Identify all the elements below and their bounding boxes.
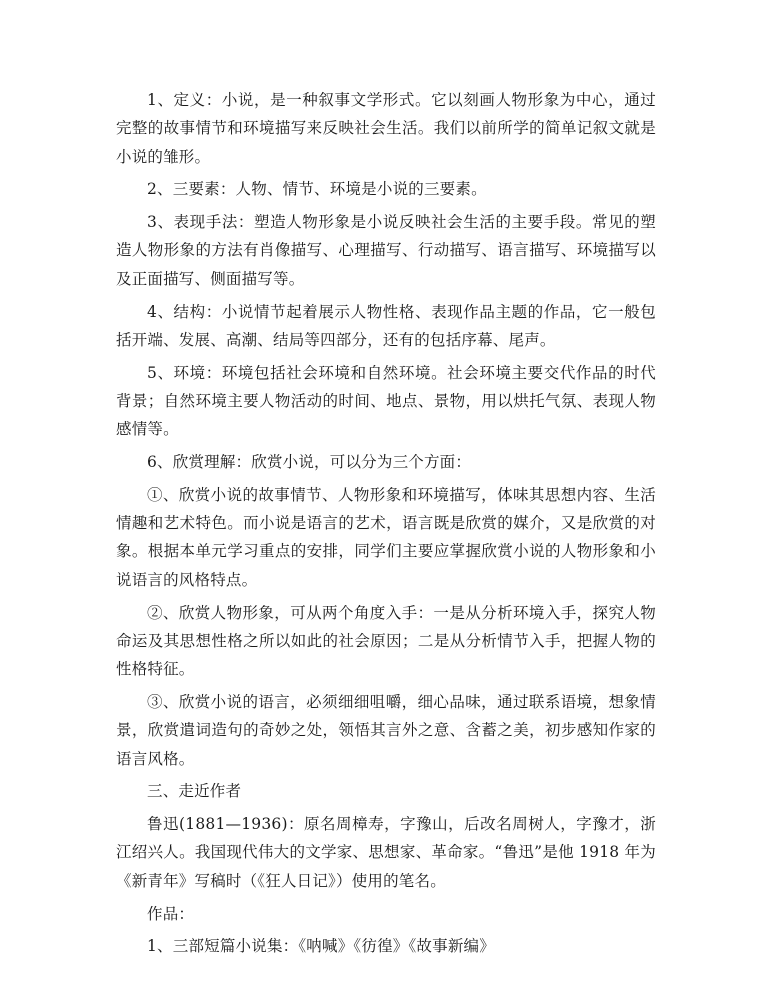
paragraph-three-elements: 2、三要素：人物、情节、环境是小说的三要素。 [147, 180, 487, 199]
paragraph-definition: 1、定义：小说，是一种叙事文学形式。它以刻画人物形象为中心，通过完整的故事情节和环境描写来反映社会生活。我们以前所学的简单记叙文就是小说的雏形。 [116, 91, 656, 166]
paragraph-appreciation-point-2: ②、欣赏人物形象，可从两个角度入手：一是从分析环境入手，探究人物命运及其思想性格之所以如此的社会原因；二是从分析情节入手，把握人物的性格特征。 [116, 603, 656, 679]
paragraph-techniques: 3、表现手法：塑造人物形象是小说反映社会生活的主要手段。常见的塑造人物形象的方法有肖像描写、心理描写、行动描写、语言描写、环境描写以及正面描写、侧面描写等。 [116, 213, 656, 288]
paragraph-appreciation: 6、欣赏理解：欣赏小说，可以分为三个方面： [147, 453, 472, 472]
paragraph-author-bio: 鲁迅(1881—1936)：原名周樟寿，字豫山，后改名周树人，字豫才，浙江绍兴人。我国现代伟大的文学家、思想家、革命家。“鲁迅”是他 1918 年为《新青年》写稿时（《狂人日记》）使用的笔名。 [116, 815, 656, 890]
paragraph-works-list: 1、三部短篇小说集：《呐喊》《彷徨》《故事新编》 [147, 937, 495, 956]
paragraph-works-label: 作品： [147, 904, 195, 923]
paragraph-appreciation-point-3: ③、欣赏小说的语言，必须细细咀嚼，细心品味，通过联系语境，想象情景，欣赏遣词造句的奇妙之处，领悟其言外之意、含蓄之美，初步感知作家的语言风格。 [116, 692, 656, 768]
paragraph-appreciation-point-1: ①、欣赏小说的故事情节、人物形象和环境描写，体味其思想内容、生活情趣和艺术特色。而小说是语言的艺术，语言既是欣赏的媒介，又是欣赏的对象。根据本单元学习重点的安排，同学们主要应掌握欣赏小说的人物形象和小说语言的风格特点。 [116, 485, 656, 589]
section-heading-author: 三、走近作者 [147, 782, 242, 801]
paragraph-structure: 4、结构：小说情节起着展示人物性格、表现作品主题的作品，它一般包括开端、发展、高潮、结局等四部分，还有的包括序幕、尾声。 [116, 302, 656, 349]
paragraph-environment: 5、环境：环境包括社会环境和自然环境。社会环境主要交代作品的时代背景；自然环境主要人物活动的时间、地点、景物，用以烘托气氛、表现人物感情等。 [116, 363, 656, 439]
document-body [116, 86, 656, 961]
